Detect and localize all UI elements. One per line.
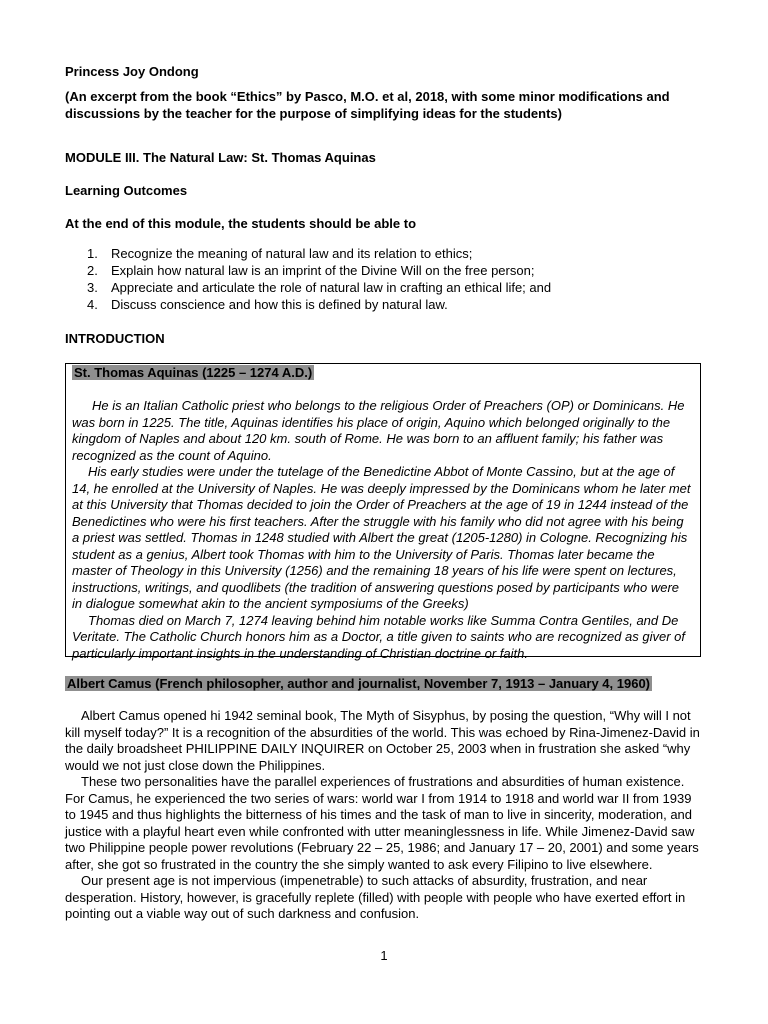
list-item-text: Recognize the meaning of natural law and its relation to ethics; — [111, 246, 473, 261]
aquinas-paragraph: Thomas died on March 7, 1274 leaving behind him notable works like Summa Contra Gentiles, and De Veritate. The Catholic Church honors him as a Doctor, a title given to saints who are recognized as giver of particularly important insights in the understanding of Christian doctrine or faith. — [72, 612, 685, 661]
aquinas-box-title — [72, 365, 314, 382]
list-item-number: 3. — [87, 280, 98, 295]
aquinas-box-body — [72, 398, 692, 662]
module-title: MODULE III. The Natural Law: St. Thomas Aquinas — [65, 150, 376, 165]
page-number: 1 — [380, 948, 388, 963]
camus-paragraph: Albert Camus opened hi 1942 seminal book, The Myth of Sisyphus, by posing the question, “Why will I not kill myself today?” It is a recognition of the absurdities of the world. This was echoed by Rina-Jimenez-David in the daily broadsheet PHILIPPINE DAILY INQUIRER on October 25, 2003 when in frustration she asked “why would we not just close down the Philippines. — [65, 708, 700, 773]
learning-outcomes-heading: Learning Outcomes — [65, 183, 188, 198]
list-item-text: Explain how natural law is an imprint of the Divine Will on the free person; — [111, 263, 535, 278]
list-item — [65, 263, 665, 280]
outcomes-intro: At the end of this module, the students should be able to — [65, 216, 417, 231]
aquinas-paragraph: He is an Italian Catholic priest who belongs to the religious Order of Preachers (OP) or Dominicans. He was born in 1225. The title, Aquinas identifies his place of origin, Aquino which belonged originally to the kingdom of Naples and about 120 km. south of Rome. He was born to an affluent family; his father was recognized as the count of Aquino. — [72, 398, 685, 463]
list-item-number: 1. — [87, 246, 98, 261]
list-item — [65, 297, 665, 314]
list-item-text: Appreciate and articulate the role of natural law in crafting an ethical life; and — [111, 280, 552, 295]
camus-heading — [65, 676, 705, 693]
learning-outcomes-list — [65, 246, 665, 314]
list-item-number: 4. — [87, 297, 98, 312]
introduction-heading: INTRODUCTION — [65, 331, 165, 346]
author-name: Princess Joy Ondong — [65, 64, 199, 79]
list-item-number: 2. — [87, 263, 98, 278]
list-item — [65, 246, 665, 263]
camus-heading-highlight: Albert Camus (French philosopher, author and journalist, November 7, 1913 – January 4, 1960) — [67, 676, 651, 691]
excerpt-note: (An excerpt from the book “Ethics” by Pasco, M.O. et al, 2018, with some minor modifications and discussions by the teacher for the purpose of simplifying ideas for the students) — [65, 89, 670, 121]
list-item-text: Discuss conscience and how this is defined by natural law. — [111, 297, 448, 312]
aquinas-title-highlight: St. Thomas Aquinas (1225 – 1274 A.D.) — [74, 365, 313, 380]
aquinas-paragraph: His early studies were under the tutelage of the Benedictine Abbot of Monte Cassino, but at the age of 14, he enrolled at the University of Naples. He was deeply impressed by the Dominicans whom he later met at this University that Thomas decided to join the Order of Preachers at the age of 19 in 1244 instead of the Benedictines who were his first teachers. After the struggle with his family who did not agree with his being a priest was settled. Thomas in 1248 studied with Albert the great (1205-1280) in Cologne. Recognizing his student as a genius, Albert took Thomas with him to the University of Paris. Thomas later became the master of Theology in this University (1256) and the remaining 18 years of his life were spent on lectures, instructions, writings, and quodlibets (the tradition of answering questions posed by participants who were in dialogue somewhat akin to the ancient symposiums of the Greeks) — [72, 464, 691, 611]
camus-body — [65, 708, 705, 923]
camus-paragraph: Our present age is not impervious (impenetrable) to such attacks of absurdity, frustration, and near desperation. History, however, is gracefully replete (filled) with people with people who have exerted effort in pointing out a viable way out of such darkness and confusion. — [65, 873, 686, 921]
aquinas-box — [65, 363, 701, 661]
list-item — [65, 280, 665, 297]
camus-paragraph: These two personalities have the parallel experiences of frustrations and absurdities of human existence. For Camus, he experienced the two series of wars: world war I from 1914 to 1918 and world war II from 1939 to 1945 and thus highlights the bitterness of his times and the task of man to live in sincerity, moderation, and justice with a playful heart even while confronted with utter meaninglessness in life. While Jimenez-David saw two Philippine people power revolutions (February 22 – 25, 1986; and January 17 – 20, 2001) and some years after, she got so frustrated in the country the she simply wanted to ask every Filipino to live elsewhere. — [65, 774, 699, 872]
